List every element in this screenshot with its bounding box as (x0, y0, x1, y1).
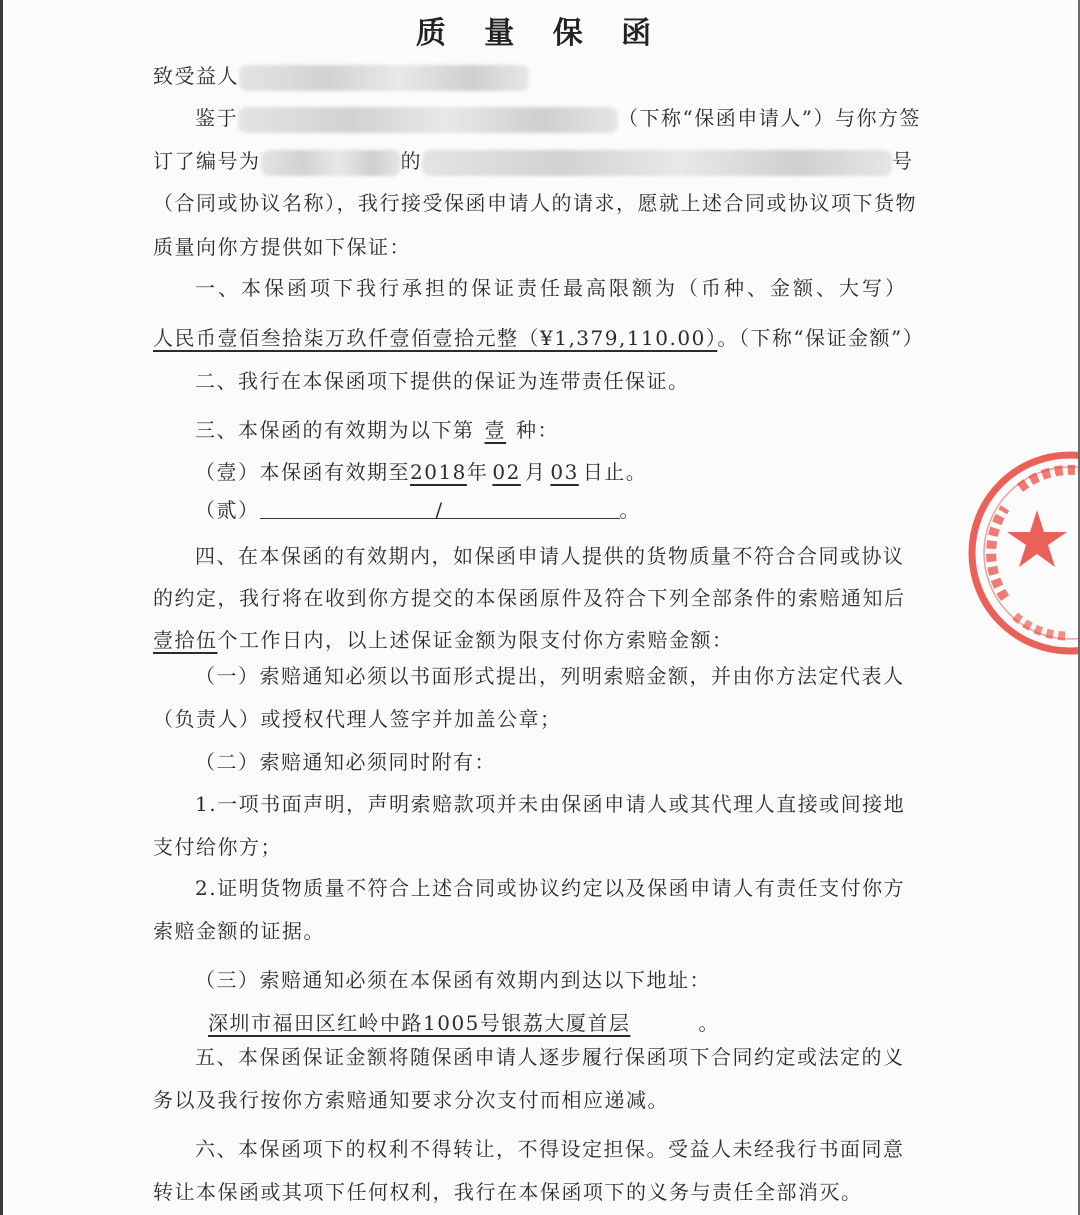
paragraph-line-2 (153, 147, 914, 176)
option-2-blank (260, 496, 620, 522)
condition-3: （三）索赔通知必须在本保函有效期内到达以下地址： (195, 968, 711, 992)
text-segment: 鉴于 (195, 106, 238, 130)
redacted-beneficiary (239, 65, 529, 91)
text-segment: 三、本保函的有效期为以下第 (195, 418, 475, 442)
claim-address-line (208, 1009, 720, 1037)
redacted-applicant (238, 107, 618, 133)
text-segment: （贰） (195, 498, 260, 522)
expiry-year: 2018 (410, 460, 467, 484)
clause-1-line-b (153, 324, 924, 352)
red-seal-stamp (965, 448, 1080, 658)
blank-slash: / (435, 498, 444, 522)
text-segment: 个工作日内，以上述保证金额为限支付你方索赔金额： (217, 628, 734, 652)
item-2-line-b: 索赔金额的证据。 (153, 919, 325, 943)
clause-4-line-a: 四、在本保函的有效期内，如保函申请人提供的货物质量不符合合同或协议 (195, 544, 905, 568)
clause-6-line-a: 六、本保函项下的权利不得转让，不得设定担保。受益人未经我行书面同意 (195, 1137, 905, 1161)
validity-option-choice: 壹 (484, 418, 506, 442)
clause-6-line-b: 转让本保函或其项下任何权利，我行在本保函项下的义务与责任全部消灭。 (153, 1180, 863, 1204)
beneficiary-label: 致受益人 (153, 64, 239, 88)
redacted-contract-number (261, 150, 401, 176)
clause-4-line-c (153, 626, 734, 654)
text-segment: 。 (619, 498, 641, 522)
expiry-day: 03 (550, 460, 579, 484)
item-2-line-a: 2.证明货物质量不符合上述合同或协议约定以及保函申请人有责任支付你方 (195, 876, 906, 900)
claim-address: 深圳市福田区红岭中路1005号银荔大厦首层 (208, 1011, 631, 1035)
expiry-month: 02 (492, 460, 521, 484)
paragraph-line-1 (195, 104, 921, 133)
text-segment: 日止。 (582, 460, 648, 484)
clause-4-line-b: 的约定，我行将在收到你方提交的本保函原件及符合下列全部条件的索赔通知后 (153, 586, 906, 610)
paragraph-line-3: （合同或协议名称），我行接受保函申请人的请求，愿就上述合同或协议项下货物 (153, 191, 917, 215)
payment-days: 壹拾伍 (153, 628, 218, 652)
document-title: 质 量 保 函 (415, 16, 666, 51)
text-segment: 号 (892, 149, 914, 173)
item-1-line-b: 支付给你方； (153, 835, 282, 859)
text-segment: （壹）本保函有效期至 (195, 460, 410, 484)
redacted-contract-name (422, 150, 892, 176)
condition-1-line-a: （一）索赔通知必须以书面形式提出，列明索赔金额，并由你方法定代表人 (195, 664, 905, 688)
text-segment: 年 (466, 460, 489, 484)
item-1-line-a: 1.一项书面声明，声明索赔款项并未由保函申请人或其代理人直接或间接地 (195, 792, 906, 816)
clause-3 (195, 416, 559, 444)
text-segment: 订了编号为 (153, 149, 261, 173)
guarantee-amount: 人民币壹佰叁拾柒万玖仟壹佰壹拾元整（¥1,379,110.00） (153, 326, 718, 350)
paragraph-line-4: 质量向你方提供如下保证： (153, 235, 411, 259)
text-segment: 月 (524, 460, 547, 484)
text-segment: 。（下称“保证金额”） (717, 326, 925, 350)
validity-option-1 (195, 458, 647, 486)
text-segment: 的 (400, 149, 422, 173)
beneficiary-line (153, 62, 529, 91)
clause-1-line-a: 一、本保函项下我行承担的保证责任最高限额为（币种、金额、大写） (195, 276, 908, 300)
clause-5-line-a: 五、本保函保证金额将随保函申请人逐步履行保函项下合同约定或法定的义 (195, 1045, 905, 1069)
text-segment: （下称“保函申请人”）与你方签 (618, 106, 921, 130)
condition-2: （二）索赔通知必须同时附有： (195, 750, 496, 774)
clause-2: 二、我行在本保函项下提供的保证为连带责任保证。 (195, 369, 690, 393)
text-segment: 。 (698, 1011, 720, 1035)
text-segment: 种： (516, 418, 559, 442)
condition-1-line-b: （负责人）或授权代理人签字并加盖公章； (153, 707, 562, 731)
clause-5-line-b: 务以及我行按你方索赔通知要求分次支付而相应递减。 (153, 1088, 669, 1112)
validity-option-2 (195, 496, 641, 524)
